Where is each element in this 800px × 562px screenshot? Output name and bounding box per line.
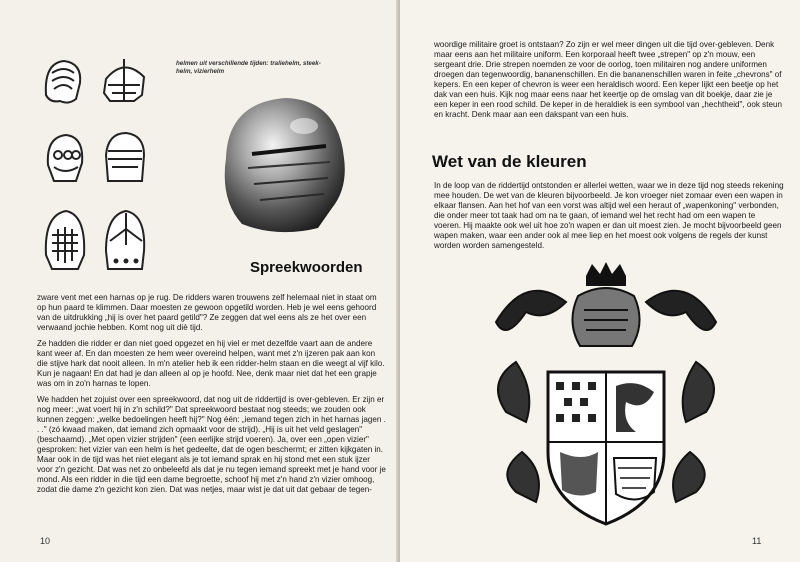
page-number-left: 10 (40, 536, 51, 546)
right-page (400, 0, 800, 562)
helmet-sketch-icon (46, 211, 84, 269)
paragraph: We hadden het zojuist over een spreekwoord, dat nog uit de riddertijd is over-gebleven. Er zijn er nog meer: „wat voert hij in z'n schild?" Dat spreekwoord bestaat nog steeds; we zouden ook kunnen zeggen: „welke bedoelingen heeft hij?" Nog één: „iemand tegen zich in het harnas jagen . . ." (zó kwaad maken, dat iemand zich opmaakt voor de strijd). „Hij is uit het veld geslagen" (beschaamd). „Met open vizier strijden" (een eerlijke strijd voeren). Ja, over een „open vizier" gesproken: het vizier van een helm is het gedeelte, dat de ogen beschermt; er zitten kijkgaten in. Maar ook in de tijd was het niet elegant als je tot iemand sprak en hij stond met een stuk ijzer voor z'n gezicht. Dat was net zo onbeleefd als dat je nu tegen iemand spreekt met je hand voor je mond. Als een ridder in die tijd een dame begroette, schoof hij met z'n hand z'n vizier omhoog, zodat die dame z'n gezicht kon zien. Dat was netjes, maar wist je dat uit dat gebaar de tegen- (37, 395, 386, 494)
helmet-sketches (38, 55, 158, 305)
right-body-text-bottom (434, 181, 784, 257)
helmet-sketch-icon (46, 61, 80, 103)
figure-caption: helmen uit verschillende tijden: traliehelm, steek-helm, vizierhelm (176, 60, 321, 75)
knight-helmet-photo (208, 88, 354, 243)
paragraph: zware vent met een harnas op je rug. De ridders waren trouwens zelf helemaal niet in staat om op hun paard te klimmen. Daar moesten ze gewoon opgetild worden. Heb je wel eens gehoord van de uitdrukking „hij is over het paard getild"? Ze zeggen dat wel eens als ze het over een verwaand jochie hebben. Komt nog uit diè tijd. (37, 293, 377, 332)
right-body-text-top (434, 40, 784, 126)
left-body-text (37, 293, 387, 501)
paragraph: In de loop van de riddertijd ontstonden er allerlei wetten, waar we in deze tijd nog steeds rekening mee houden. De wet van de kleuren bijvoorbeeld. Je kon vroeger niet zomaar even een wapen in elkaar flansen. Aan het hof van een vorst was altijd wel een heraut of „wapenkoning" verbonden, die onder meer tot taak had om na te gaan, of iemand wel het recht had om een wapen te voeren. Hij maakte ook wel uit hoe zo'n wapen er dan uit moest zien. Je mocht bijvoorbeeld geen wapen maken, waar een ander ook al mee liep en het moest ook volgens de regels der kunst worden worden samengesteld. (434, 181, 784, 250)
coat-of-arms-engraving (486, 262, 726, 537)
section-title-wet-van-de-kleuren: Wet van de kleuren (432, 152, 587, 171)
section-title-spreekwoorden: Spreekwoorden (250, 259, 363, 276)
paragraph: woordige militaire groet is ontstaan? Zo zijn er wel meer dingen uit die tijd over-gebleven. Denk maar eens aan het militaire uniform. Een korporaal heeft twee „strepen" op z'n mouw, een sergeant drie. Drie strepen noemden ze voor de oorlog, toen militairen nog andere uniformen droegen dan tegenwoordig, bananenschillen. En die bananenschillen waren in feite „chevrons" of kepers. En een keper of chevron is weer een heraldisch woord. Een keper lijkt een beetje op het dak van een huis. Kijk nog maar eens naar het keertje op de omslag van dit boekje, daar zie je een keper in een rood schild. De keper in de heraldiek is een symbool van „hechtheid", ook steun en kracht. Denk maar aan een dakspant van een huis. (434, 40, 782, 119)
helmet-sketch-icon (106, 133, 144, 181)
helmet-sketch-icon (106, 211, 144, 269)
page-number-right: 11 (752, 536, 762, 546)
helmet-sketch-icon (48, 135, 82, 181)
paragraph: Ze hadden die ridder er dan niet goed opgezet en hij viel er met dezelfde vaart aan de andere kant weer af. En dan moesten ze hem weer overeind helpen, want met z'n ijzeren pak aan kon die stijve hark dat nooit alleen. In m'n atelier heb ik een ridder-helm staan en die weegt al vijf kilo. Kun je nagaan! En dat had je dan alleen al op je hoofd. Nee, denk maar niet dat het een grapje was om in zo'n harnas te lopen. (37, 339, 385, 388)
helmet-sketch-icon (104, 59, 144, 101)
